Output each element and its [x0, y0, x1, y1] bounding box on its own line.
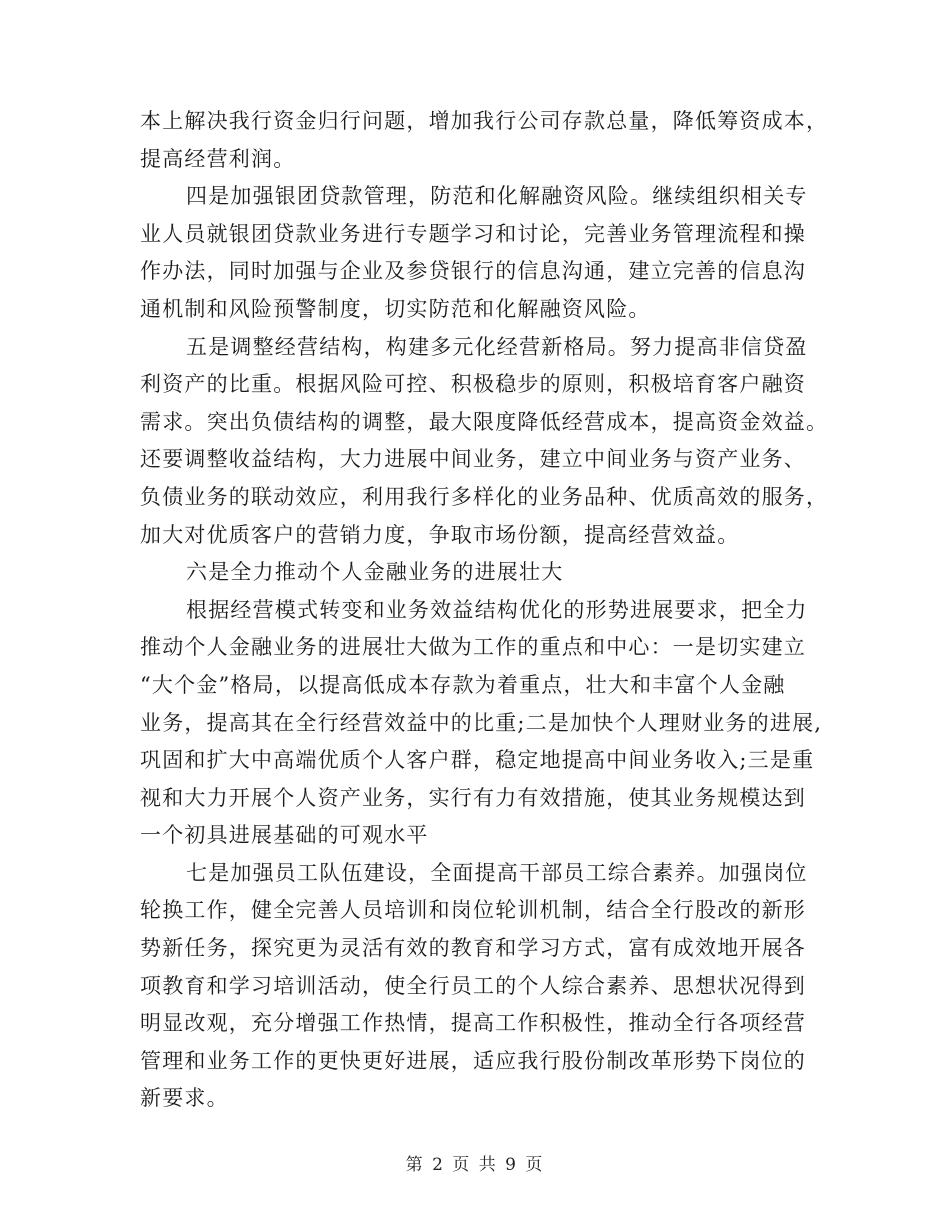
text-line: 作办法，同时加强与企业及参贷银行的信息沟通，建立完善的信息沟: [140, 259, 806, 284]
page-number-footer: 第 2 页 共 9 页: [405, 1155, 545, 1175]
paragraph-start-line: 四是加强银团贷款管理，防范和化解融资风险。继续组织相关专: [186, 184, 808, 209]
paragraph-start-line: 根据经营模式转变和业务效益结构优化的形势进展要求，把全力: [186, 597, 808, 622]
section-heading-line: 六是全力推动个人金融业务的进展壮大: [186, 560, 564, 585]
text-line: 推动个人金融业务的进展壮大做为工作的重点和中心：一是切实建立: [140, 635, 806, 660]
document-body: [140, 103, 829, 1118]
text-line: 新要求。: [140, 1086, 229, 1111]
text-line: 提高经营利润。: [140, 146, 296, 171]
text-line: 一个初具进展基础的可观水平: [140, 823, 429, 848]
text-line: 项教育和学习培训活动，使全行员工的个人综合素养、思想状况得到: [140, 973, 806, 998]
paragraph-start-line: 七是加强员工队伍建设，全面提高干部员工综合素养。加强岗位: [186, 860, 808, 885]
text-line: 需求。突出负债结构的调整，最大限度降低经营成本，提高资金效益。: [140, 409, 829, 434]
text-line: 轮换工作，健全完善人员培训和岗位轮训机制，结合全行股改的新形: [140, 898, 806, 923]
text-line: 利资产的比重。根据风险可控、积极稳步的原则，积极培育客户融资: [140, 372, 806, 397]
text-line: 通机制和风险预警制度，切实防范和化解融资风险。: [140, 296, 651, 321]
text-line: 管理和业务工作的更快更好进展，适应我行股份制改革形势下岗位的: [140, 1048, 806, 1073]
text-line: 还要调整收益结构，大力进展中间业务，建立中间业务与资产业务、: [140, 447, 806, 472]
text-line: 加大对优质客户的营销力度，争取市场份额，提高经营效益。: [140, 522, 740, 547]
text-line: 势新任务，探究更为灵活有效的教育和学习方式，富有成效地开展各: [140, 936, 806, 961]
text-line: 业务，提高其在全行经营效益中的比重;二是加快个人理财业务的进展,: [140, 710, 823, 735]
text-line: 巩固和扩大中高端优质个人客户群，稳定地提高中间业务收入;三是重: [140, 748, 815, 773]
text-line: 业人员就银团贷款业务进行专题学习和讨论，完善业务管理流程和操: [140, 221, 806, 246]
text-line: 负债业务的联动效应，利用我行多样化的业务品种、优质高效的服务，: [140, 484, 829, 509]
text-line: 本上解决我行资金归行问题，增加我行公司存款总量，降低筹资成本，: [140, 109, 829, 133]
paragraph-start-line: 五是调整经营结构，构建多元化经营新格局。努力提高非信贷盈: [186, 334, 808, 359]
text-line: “大个金”格局，以提高低成本存款为着重点，壮大和丰富个人金融: [140, 672, 786, 697]
text-line: 视和大力开展个人资产业务，实行有力有效措施，使其业务规模达到: [140, 785, 806, 810]
text-line: 明显改观，充分增强工作热情，提高工作积极性，推动全行各项经营: [140, 1011, 806, 1036]
